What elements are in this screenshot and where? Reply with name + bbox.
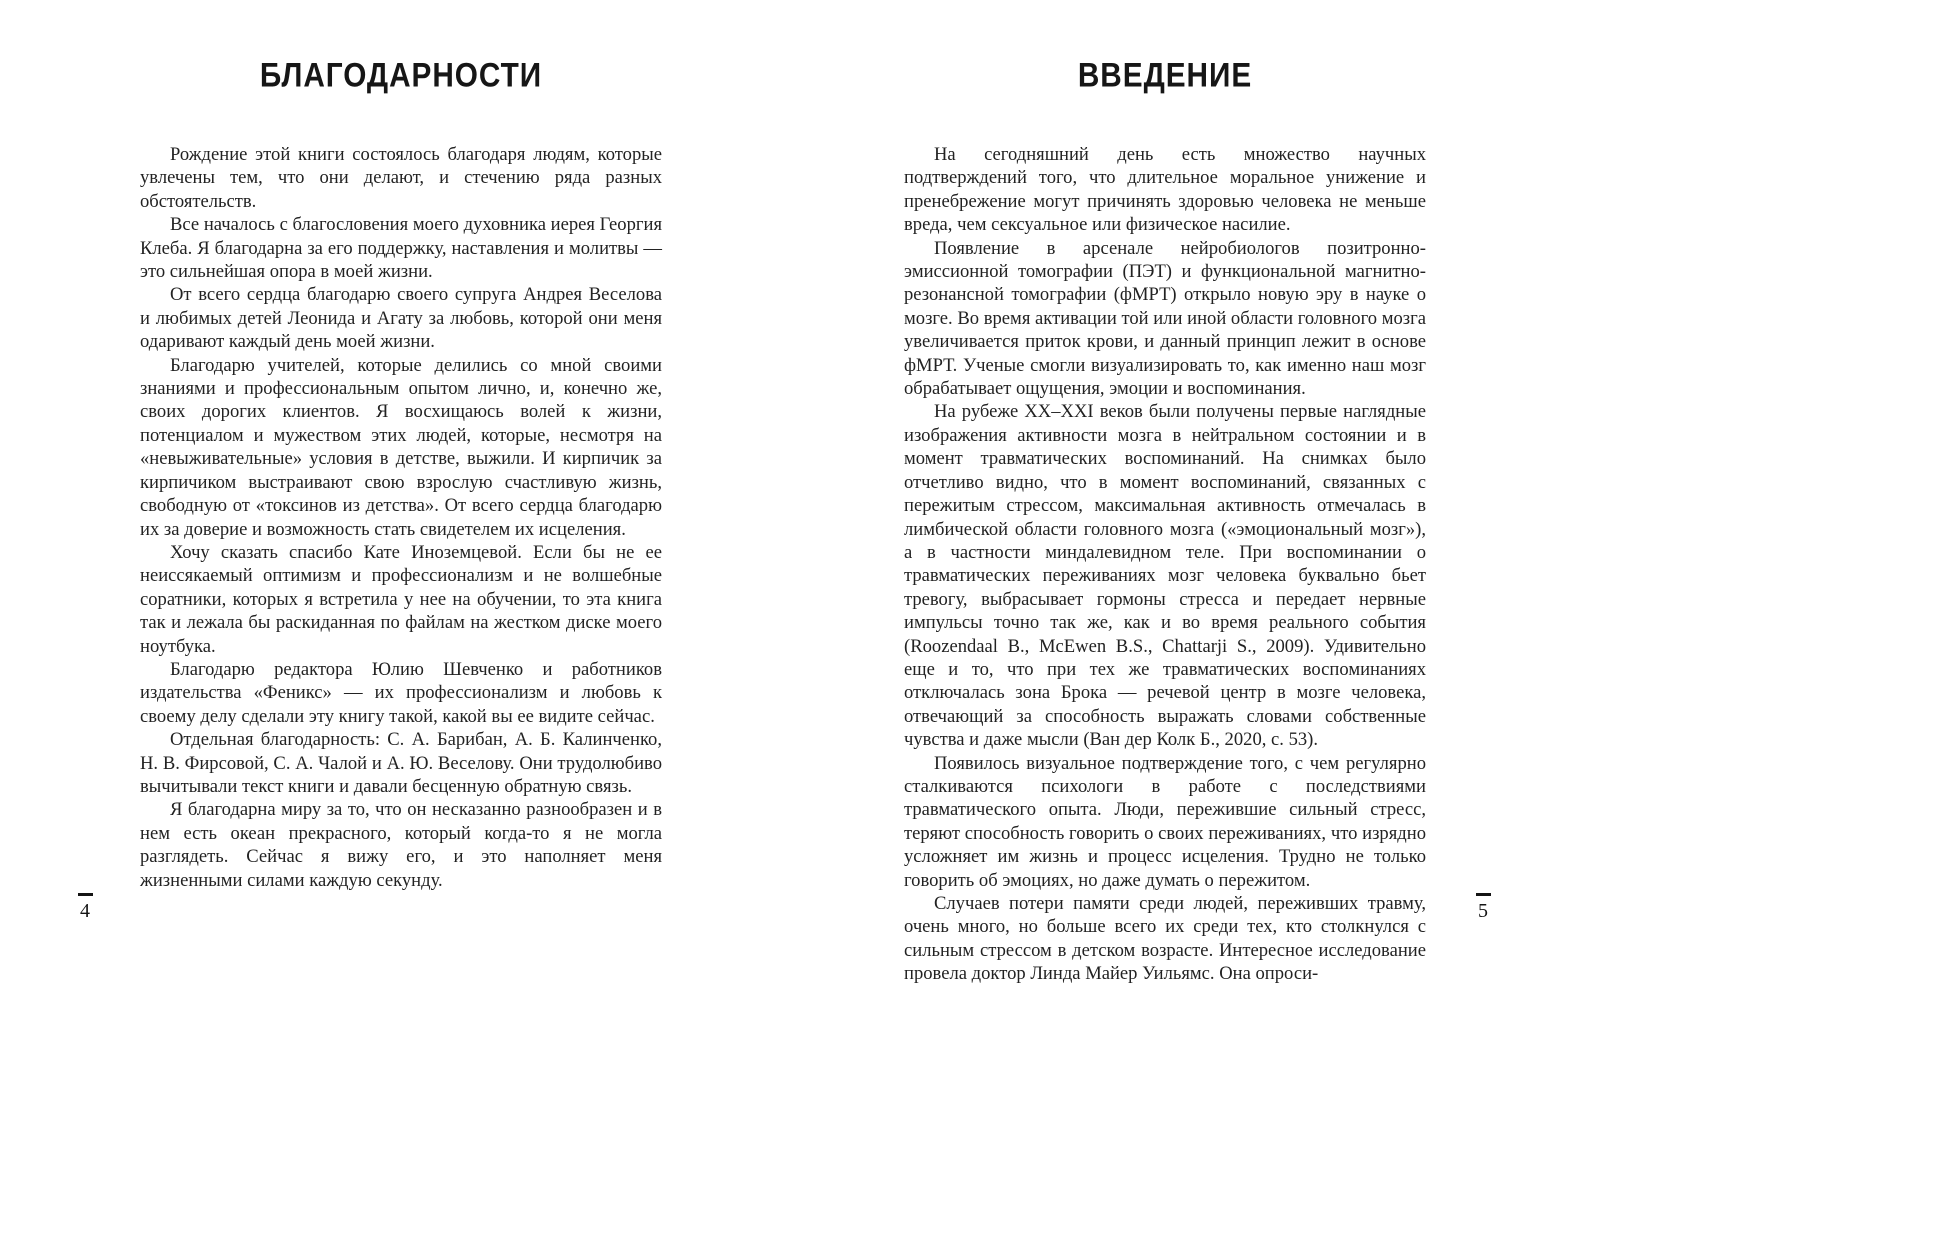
left-page-title: БЛАГОДАРНОСТИ (259, 55, 543, 95)
left-text-block (140, 143, 662, 892)
left-page (140, 0, 662, 892)
paragraph: Рождение этой книги состоялось благодаря людям, которые увлечены тем, что они делают, и стечению ряда разных обстоятельств. (140, 144, 662, 212)
right-page-number-value: 5 (1478, 899, 1488, 922)
left-page-number-value: 4 (80, 899, 90, 922)
paragraph: На рубеже XX–XXI веков были получены первые наглядные изображения активности мозга в нейтральном состоянии и в момент травматических воспоминаний. На снимках было отчетливо видно, что в момент воспоминаний, связанных с пережитым стрессом, максимальная активность отмечалась в лимбической области головного мозга («эмоциональный мозг»), а в частности миндалевидном теле. При воспоминании о травматических переживаниях мозг человека буквально бьет тревогу, выбрасывает гормоны стресса и передает нервные импульсы точно так же, как и во время реального события (Roozendaal B., McEwen B.S., Chattarji S., 2009). Удивительно еще и то, что при тех же травматических воспоминаниях отключалась зона Брока — речевой центр в мозге человека, отвечающий за способность выражать словами собственные чувства и даже мысли (Ван дер Колк Б., 2020, с. 53). (904, 401, 1426, 751)
paragraph: Случаев потери памяти среди людей, переживших травму, очень много, но больше всего их среди тех, кто столкнулся с сильным стрессом в детском возрасте. Интересное исследование провела доктор Линда Майер Уильямс. Она опроси- (904, 893, 1426, 985)
paragraph: Все началось с благословения моего духовника иерея Георгия Клеба. Я благодарна за его поддержку, наставления и молитвы — это сильнейшая опора в моей жизни. (140, 214, 662, 283)
right-page (904, 0, 1426, 986)
paragraph: Я благодарна миру за то, что он несказанно разнообразен и в нем есть океан прекрасного, который когда-то я не могла разглядеть. Сейчас я вижу его, и это наполняет меня жизненными силами каждую секунду. (140, 799, 662, 891)
paragraph: Хочу сказать спасибо Кате Иноземцевой. Если бы не ее неиссякаемый оптимизм и профессионализм и не волшебные соратники, которых я встретила у нее на обучении, то эта книга так и лежала бы раскиданная по файлам на жестком диске моего ноутбука. (140, 541, 662, 657)
paragraph: От всего сердца благодарю своего супруга Андрея Веселова и любимых детей Леонида и Агату за любовь, которой они меня одаривают каждый день моей жизни. (140, 284, 662, 353)
right-page-number-rule (1476, 893, 1491, 896)
paragraph: Отдельная благодарность: С. А. Барибан, А. Б. Калинченко, Н. В. Фирсовой, С. А. Чалой и А. Ю. Веселову. Они трудолюбиво вычитывали текст книги и давали бесценную обратную связь. (140, 729, 662, 797)
left-page-number-rule (78, 893, 93, 896)
paragraph: Благодарю учителей, которые делились со мной своими знаниями и профессиональным опытом лично, и, конечно же, своих дорогих клиентов. Я восхищаюсь волей к жизни, потенциалом и мужеством этих людей, которые, несмотря на «невыживательные» условия в детстве, выжили. И кирпичик за кирпичиком выстраивают свою взрослую счастливую жизнь, свободную от «токсинов из детства». От всего сердца благодарю их за доверие и возможность стать свидетелем их исцеления. (140, 354, 662, 540)
right-page-title: ВВЕДЕНИЕ (1077, 55, 1253, 95)
paragraph: На сегодняшний день есть множество научных подтверждений того, что длительное моральное унижение и пренебрежение могут причинять здоровью человека не меньше вреда, чем сексуальное или физическое насилие. (904, 144, 1426, 236)
right-page-number (1468, 893, 1498, 923)
paragraph: Появление в арсенале нейробиологов позитронно-эмиссионной томографии (ПЭТ) и функциональной магнитно-резонансной томографии (фМРТ) открыло новую эру в науке о мозге. Во время активации той или иной области головного мозга увеличивается приток крови, и данный принцип лежит в основе фМРТ. Ученые смогли визуализировать то, как именно наш мозг обрабатывает ощущения, эмоции и воспоминания. (904, 237, 1426, 400)
right-text-block (904, 143, 1426, 986)
left-page-number (70, 893, 100, 923)
paragraph: Благодарю редактора Юлию Шевченко и работников издательства «Феникс» — их профессионализм и любовь к своему делу сделали эту книгу такой, какой вы ее видите сейчас. (140, 658, 662, 727)
paragraph: Появилось визуальное подтверждение того, с чем регулярно сталкиваются психологи в работе с последствиями травматического опыта. Люди, пережившие сильный стресс, теряют способность говорить о своих переживаниях, что изрядно усложняет им жизнь и процесс исцеления. Трудно не только говорить об эмоциях, но даже думать о пережитом. (904, 752, 1426, 891)
